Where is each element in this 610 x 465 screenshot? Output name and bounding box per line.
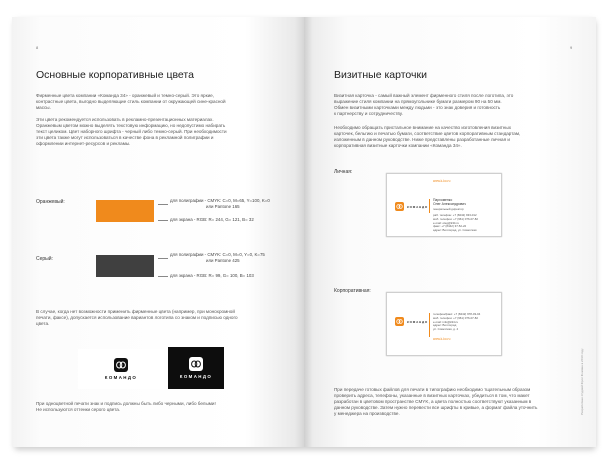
- leader-line: [158, 204, 168, 205]
- card-logo-icon: [395, 317, 404, 326]
- gray-label: Серый:: [36, 256, 53, 262]
- card-contacts: раб. телефон: +7 (8442) 933-012 моб. телефон: +7 (961) 076-07-82 e-mail: oleg@k34.ru факс: +7 (8442) 37-52-22 адрес: Волгоград, ул. Советская: [433, 213, 478, 233]
- corporate-card-label: Корпоративная:: [334, 288, 371, 294]
- logo-white-on-black: [168, 347, 224, 389]
- gray-swatch: [96, 255, 154, 277]
- gray-screen-spec: для экрана - RGB: R= 99, G= 100, B= 103: [170, 273, 254, 278]
- personal-card-label: Личная:: [334, 169, 353, 175]
- logo-black-on-white: [78, 349, 164, 389]
- card-wordmark: КОМАНДО: [407, 205, 429, 209]
- card-divider: [429, 199, 430, 213]
- leader-line: [158, 258, 168, 259]
- mono-footer: При одноцветной печати знак и подпись должны быть либо черными, либо белыми! Не используются оттенки серого цвета.: [36, 401, 216, 412]
- leader-line: [158, 220, 168, 221]
- page-number: 9: [570, 45, 573, 50]
- mono-paragraph: В случае, когда нет возможности применить фирменные цвета (например, при монохромной печати, факсе), допускается использование вариантов логотипа со знаком и подписью одного цвета.: [36, 309, 238, 326]
- card-site: www.k-ko.ru: [433, 337, 451, 341]
- right-page: [304, 17, 596, 447]
- card-position: генеральный директор: [433, 207, 464, 211]
- usage-paragraph: Эти цвета рекомендуется использовать в рекламно-презентационных материалах. Оранжевым цветом можно выделять текстовую информацию, но недопустимо набирать текст целиком. Цвет наборного шрифта - черный либо темно-серый. При необходимости эти цвета также могут использоваться в качестве фона в рекламной полиграфии и оформлении интернет-ресурсов и рекламы.: [36, 117, 227, 146]
- logo-mark-icon: [114, 358, 128, 372]
- intro-paragraph: Визитная карточка - самый важный элемент фирменного стиля после логотипа, это выражение стиля компании на прямоугольнике бумаги размером 90 на 50 мм. Обмен визитными карточками между людьми - это знак доверия и готовность к партнерству и сотрудничеству.: [334, 93, 514, 116]
- page-number: 8: [36, 45, 39, 50]
- page-title: Основные корпоративные цвета: [36, 69, 194, 81]
- page-title: Визитные карточки: [334, 69, 427, 81]
- logo-wordmark: КОМАНДО: [104, 375, 138, 380]
- personal-business-card: [386, 173, 502, 237]
- card-logo-icon: [395, 202, 404, 211]
- left-page: [12, 17, 304, 447]
- card-contacts: телефон/факс: +7 (8442) 978-03-04 моб. телефон: +7 (961) 076-07-82 e-mail: info@k34.ru адрес: Волгоград ул. Советская, д. 4: [433, 312, 481, 332]
- logo-mark-icon: [189, 357, 203, 371]
- card-site: www.k-ko.ru: [433, 179, 451, 183]
- corporate-business-card: [386, 292, 502, 356]
- gray-print-spec: для полиграфии - CMYK: C=0, M=0, Y=0, K=75 или Pantone 425: [170, 252, 265, 263]
- orange-screen-spec: для экрана - RGB: R= 244, G= 121, B= 32: [170, 217, 254, 222]
- print-footer: При передаче готовых файлов для печати в типографию необходимо тщательным образом проверить адреса, телефоны, указанные в визитных карточках, убедиться в том, что макет разработан в цветовом пространстве CMYK, а цвета полностью соответствуют указанным в данном руководстве. Затем нужно перевести все шрифты в кривые, а формат файла уточнить у менеджера на производстве.: [334, 387, 538, 416]
- intro-paragraph: Фирменные цвета компании «Команда 34» - оранжевый и темно-серый. Это яркие, контрастные цвета, выгодно выделяющие стиль компании от окружающей сине-красной массы.: [36, 93, 226, 110]
- orange-print-spec: для полиграфии - CMYK: C=0, M=65, Y=100, K=0 или Pantone 165: [170, 198, 270, 209]
- logo-wordmark: КОМАНДО: [179, 374, 213, 379]
- card-wordmark: КОМАНДО: [407, 320, 429, 324]
- card-name: Пархоменко Олег Александрович: [433, 198, 466, 206]
- vertical-credit: Разработано студией Фрол Фомина в 2010 году: [580, 348, 584, 415]
- leader-line: [158, 276, 168, 277]
- card-divider: [429, 313, 430, 337]
- orange-swatch: [96, 200, 154, 222]
- orange-label: Оранжевый:: [36, 199, 65, 205]
- note-paragraph: Необходимо обращать пристальное внимание на качество изготовления визитных карточек, бельгию и печатью бумаги, соответствие цветов корпоративным стандартам, изложенным в данном руководстве. Ниже представлены разработанные личная и корпоративная визитные карточки компании «Команда 34».: [334, 125, 521, 148]
